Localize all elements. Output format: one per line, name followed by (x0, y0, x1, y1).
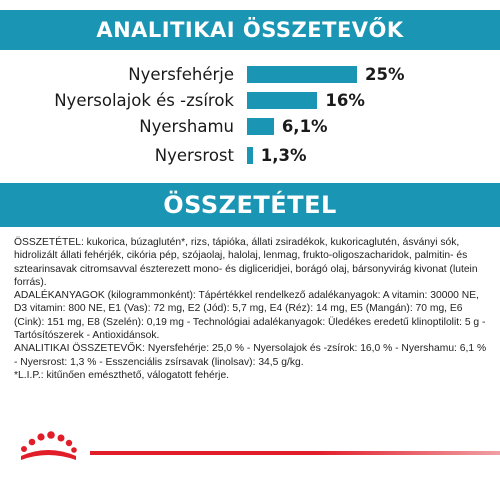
nutrient-label: Nyershamu (139, 117, 234, 136)
nutrient-bar (247, 118, 274, 135)
nutrient-value: 1,3% (260, 146, 307, 165)
ingredients-paragraph: ÖSSZETÉTEL: kukorica, búzaglutén*, rizs, tápióka, állati zsiradékok, kukoricaglutén, ásványi sók, hidrolizált állati fehérjék, cikória pép, szójaolaj, halolaj, lenmag, frukto-oligoszacharidok, palmitin- és sztearinsavak citromsavval észterezett mono- és digliceridjei, borágó olaj, bársonyvirág kivonat (lutein forrás). (14, 237, 478, 288)
additives-paragraph: ADALÉKANYAGOK (kilogrammonként): Tápértékkel rendelkező adalékanyagok: A vitamin: 30000 NE, D3 vitamin: 800 NE, E1 (Vas): 72 mg, E2 (Jód): 5,7 mg, E4 (Réz): 14 mg, E5 (Mangán): 70 mg, E6 (Cink): 151 mg, E8 (Szelén): 0,19 mg - Technológiai adalékanyagok: Üledékes eredetű klinoptilolit: 5 g - Tartósítószerek - Antioxidánsok. (14, 290, 486, 342)
nutrient-bar (247, 147, 253, 164)
nutrient-label: Nyersolajok és -zsírok (54, 91, 234, 110)
nutrient-row-protein (0, 64, 500, 86)
nutrient-bar (247, 66, 357, 83)
nutrient-value: 6,1% (281, 117, 328, 136)
nutrient-bar (247, 92, 317, 109)
footer-stripe (90, 451, 500, 455)
analytical-header (0, 10, 500, 50)
nutrient-value: 16% (325, 91, 365, 110)
nutrient-row-fat (0, 90, 500, 112)
nutrient-value: 25% (365, 65, 405, 84)
analytical-header-title: ANALITIKAI ÖSSZETEVŐK (96, 18, 404, 42)
analytical-paragraph: ANALITIKAI ÖSSZETEVŐK: Nyersfehérje: 25,0 % - Nyersolajok és -zsírok: 16,0 % - Nyershamu: 6,1 % - Nyersrost: 1,3 % - Esszenciális zsírsavak (linolsav): 34,5 g/kg. (14, 343, 487, 368)
composition-header (0, 183, 500, 227)
nutrient-label: Nyersfehérje (128, 65, 234, 84)
footnote-paragraph: *L.I.P.: kitűnően emészthető, válogatott fehérje. (14, 369, 230, 381)
nutrient-row-ash (0, 116, 500, 138)
nutrient-label: Nyersrost (154, 146, 234, 165)
composition-text (14, 236, 488, 382)
composition-header-title: ÖSSZETÉTEL (163, 191, 337, 219)
royal-canin-crown-icon (18, 429, 78, 463)
nutrient-row-fiber (0, 145, 500, 167)
